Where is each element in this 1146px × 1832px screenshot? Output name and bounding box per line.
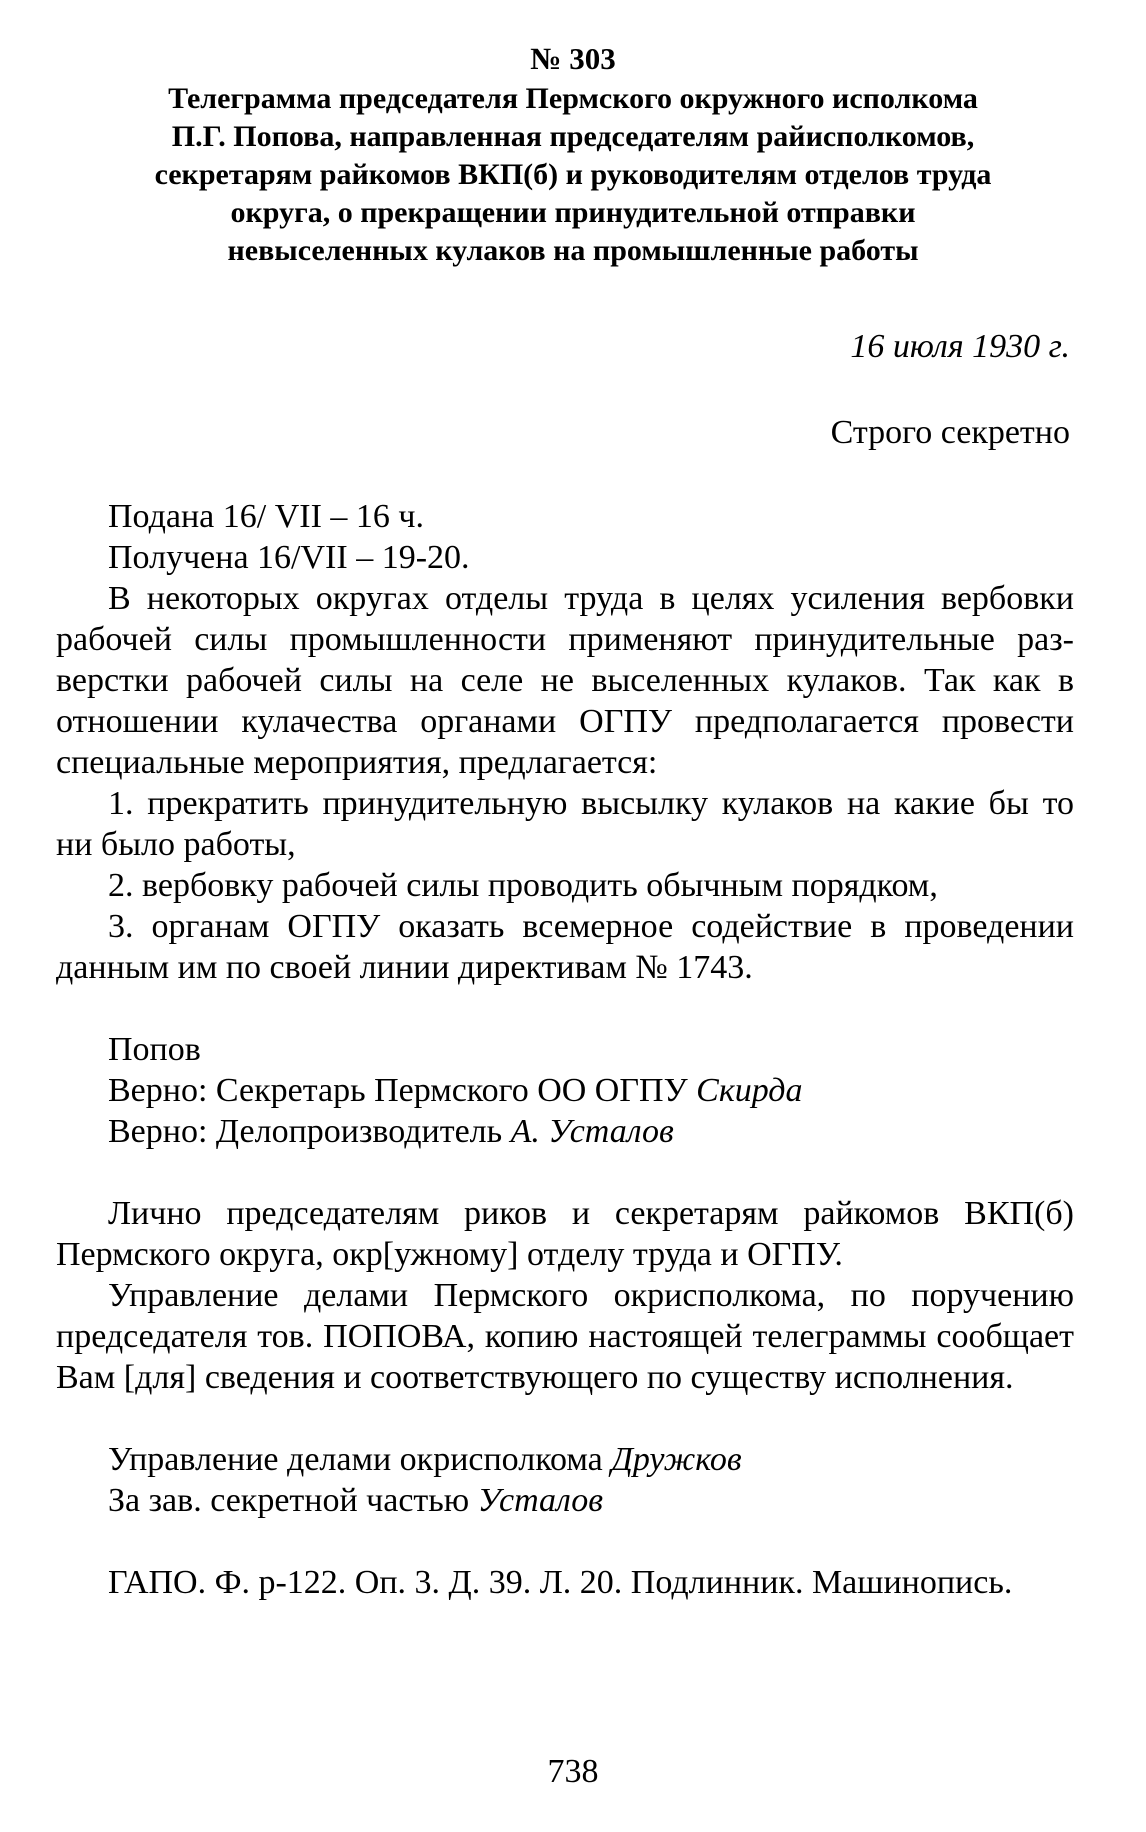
certification-line bbox=[56, 1111, 1074, 1152]
received-line: Получена 16/VII – 19-20. bbox=[108, 539, 470, 576]
archival-source: ГАПО. Ф. р-122. Оп. 3. Д. 39. Л. 20. Подлинник. Машинопись. bbox=[108, 1564, 1013, 1601]
page-number: 738 bbox=[547, 1753, 599, 1790]
certification-signature: А. Усталов bbox=[510, 1113, 674, 1150]
certification-line bbox=[56, 1070, 1074, 1111]
classification-label: Строго секретно bbox=[830, 414, 1070, 451]
closing-line bbox=[56, 1480, 1074, 1521]
document-body bbox=[56, 496, 1074, 1603]
certification-text: Верно: Секретарь Пермского ОО ОГПУ bbox=[108, 1072, 697, 1109]
list-item: 3. органам ОГПУ оказать всемерное содействие в проведении данным им по своей линии директивам № 1743. bbox=[56, 908, 1074, 986]
closing-signature: Усталов bbox=[477, 1482, 604, 1519]
cover-note-paragraph: Управление делами Пермского окрисполкома, по поручению председателя тов. ПОПОВА, копию настоящей телеграммы сообщает Вам [для] сведения и соответствующего по существу исполнения. bbox=[56, 1277, 1074, 1396]
closing-text: Управление делами окрисполкома bbox=[108, 1441, 612, 1478]
addressees-paragraph: Лично председателям риков и секретарям райкомов ВКП(б) Пермского округа, окр[ужному] отделу труда и ОГПУ. bbox=[56, 1195, 1074, 1273]
document-heading bbox=[60, 40, 1086, 270]
closing-text: За зав. секретной частью bbox=[108, 1482, 478, 1519]
title-line: округа, о прекращении принудительной отправки bbox=[230, 196, 916, 229]
title-line: секретарям райкомов ВКП(б) и руководителям отделов труда bbox=[154, 158, 992, 191]
closing-line bbox=[56, 1439, 1074, 1480]
list-item: 1. прекратить принудительную высылку кулаков на какие бы то ни было работы, bbox=[56, 785, 1074, 863]
list-item: 2. вербовку рабочей силы проводить обычным порядком, bbox=[108, 867, 938, 904]
title-line: П.Г. Попова, направленная председателям райисполкомов, bbox=[171, 120, 975, 153]
certification-signature: Скирда bbox=[696, 1072, 803, 1109]
signature-name: Попов bbox=[108, 1031, 201, 1068]
main-paragraph: В некоторых округах отделы труда в целях усиления вербовки рабочей силы промышленности применяют принудительные разверстки рабочей силы на селе не выселенных кулаков. Так как в отношении кулачества органами ОГПУ предполагается провести специальные мероприятия, предлагается: bbox=[56, 580, 1074, 781]
document-number: № 303 bbox=[530, 41, 616, 76]
title-line: невыселенных кулаков на промышленные работы bbox=[227, 234, 919, 267]
closing-signature: Дружков bbox=[611, 1441, 742, 1478]
title-line: Телеграмма председателя Пермского окружного исполкома bbox=[168, 82, 978, 115]
document-date: 16 июля 1930 г. bbox=[850, 328, 1070, 365]
certification-text: Верно: Делопроизводитель bbox=[108, 1113, 511, 1150]
filed-line: Подана 16/ VII – 16 ч. bbox=[108, 498, 424, 535]
